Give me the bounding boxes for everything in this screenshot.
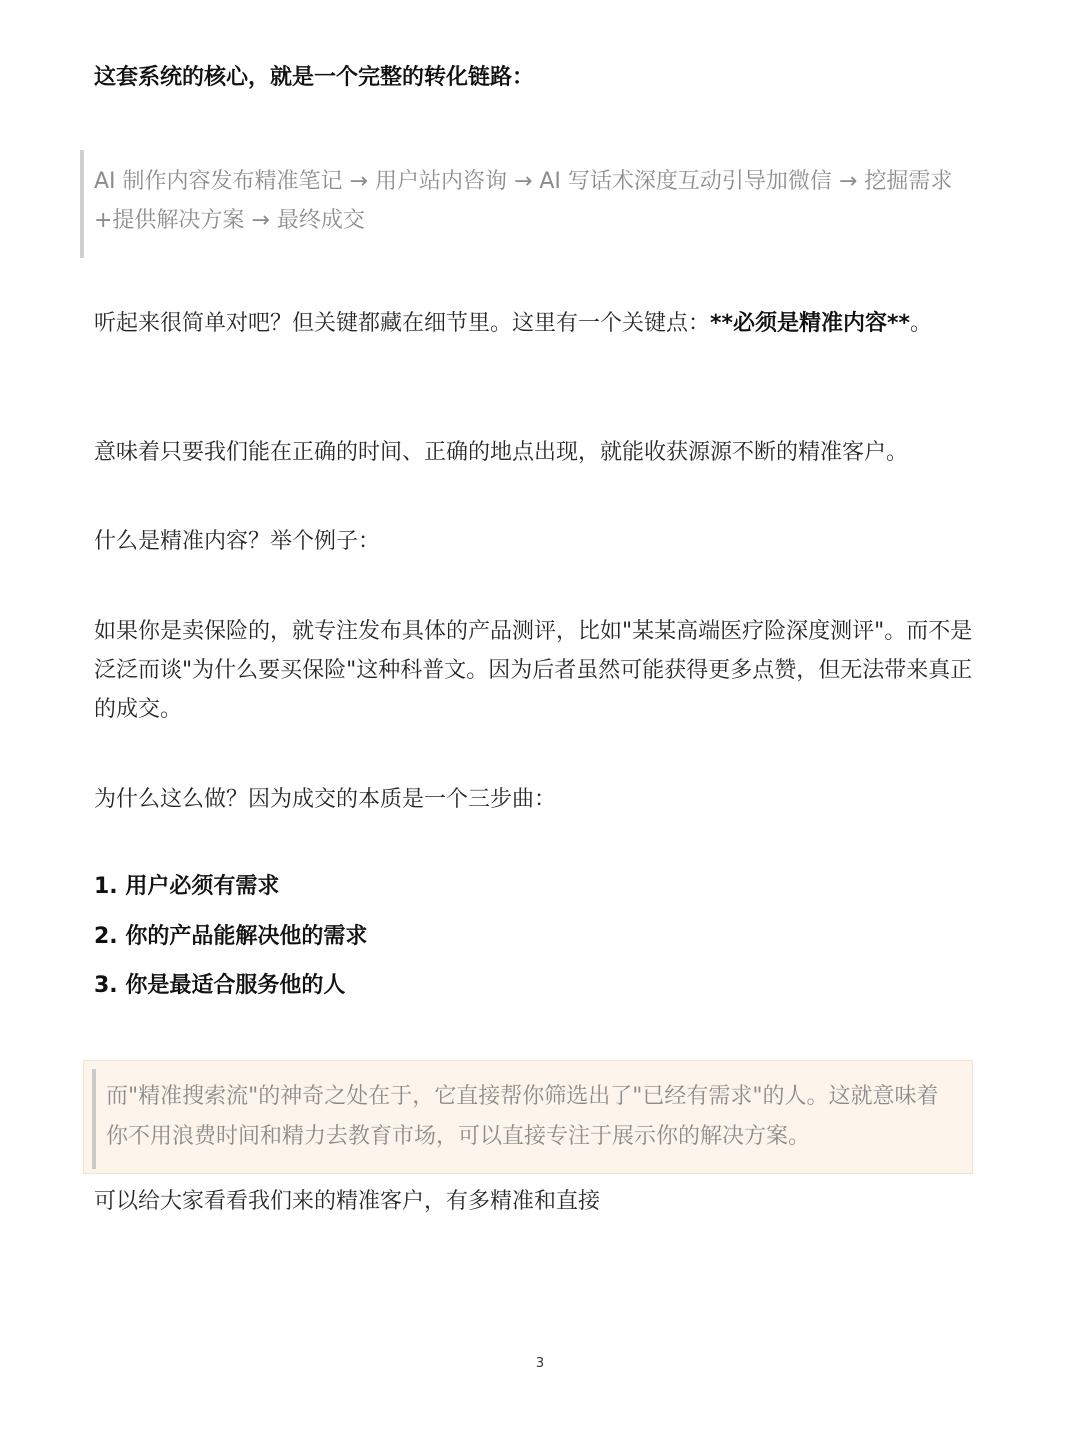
conversion-chain-quote	[80, 150, 974, 258]
callout-bar	[92, 1069, 96, 1169]
page-number: 3	[535, 1356, 545, 1371]
key-point-end: 。	[910, 311, 933, 336]
step-item: 3. 你是最适合服务他的人	[94, 973, 346, 998]
paragraph-question: 什么是精准内容？举个例子：	[94, 529, 381, 554]
key-point-text: 听起来很简单对吧？但关键都藏在细节里。这里有一个关键点：	[94, 311, 711, 336]
step-item: 1. 用户必须有需求	[94, 874, 280, 899]
conversion-chain-text: AI 制作内容发布精准笔记 → 用户站内咨询 → AI 写话术深度互动引导加微信 → 挖掘需求+提供解决方案 → 最终成交	[94, 169, 953, 233]
step-item: 2. 你的产品能解决他的需求	[94, 924, 368, 949]
paragraph-meaning: 意味着只要我们能在正确的时间、正确的地点出现，就能收获源源不断的精准客户。	[94, 440, 909, 465]
paragraph-closing: 可以给大家看看我们来的精准客户，有多精准和直接	[94, 1189, 601, 1214]
callout-box	[83, 1060, 973, 1174]
key-point-bold: **必须是精准内容**	[710, 311, 911, 336]
paragraph-key-point	[94, 304, 978, 343]
paragraph-why: 为什么这么做？因为成交的本质是一个三步曲：	[94, 787, 557, 812]
paragraph-example: 如果你是卖保险的，就专注发布具体的产品测评，比如"某某高端医疗险深度测评"。而不是泛泛而谈"为什么要买保险"这种科普文。因为后者虽然可能获得更多点赞，但无法带来真正的成交。	[94, 619, 973, 722]
callout-text: 而"精准搜索流"的神奇之处在于，它直接帮你筛选出了"已经有需求"的人。这就意味着你不用浪费时间和精力去教育市场，可以直接专注于展示你的解决方案。	[106, 1084, 939, 1149]
section-heading: 这套系统的核心，就是一个完整的转化链路：	[94, 65, 535, 90]
